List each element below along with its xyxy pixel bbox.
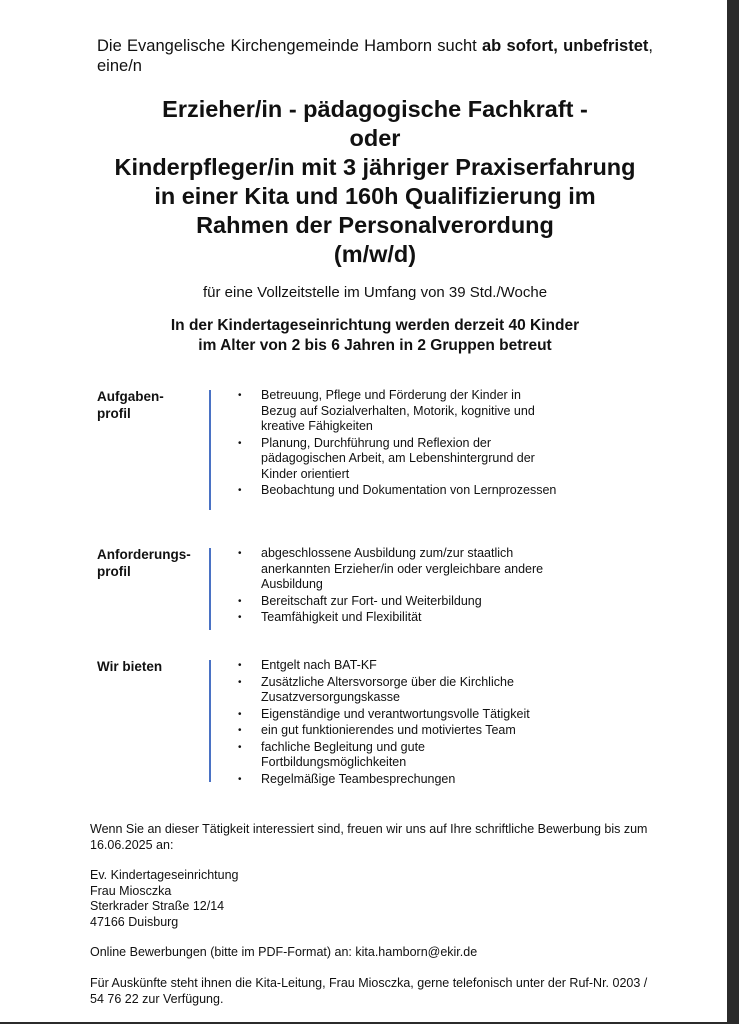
- section-label: Aufgaben- profil: [97, 389, 164, 421]
- bullet-icon: •: [238, 390, 242, 401]
- title-line: Rahmen der Personalverordung: [196, 212, 554, 238]
- list-item: • fachliche Begleitung und gute Fortbildungsmöglichkeiten: [238, 739, 426, 769]
- bullet-icon: •: [238, 676, 242, 688]
- title-line: Kinderpfleger/in mit 3 jähriger Praxiserfahrung: [114, 154, 636, 180]
- bullet-icon: •: [238, 773, 242, 785]
- title-line: (m/w/d): [333, 241, 417, 267]
- section-wir-bieten: [97, 658, 657, 788]
- application-note: Wenn Sie an dieser Tätigkeit interessiert sind, freuen wir uns auf Ihre schriftliche Bewerbung bis zum 16.06.2025 an:: [90, 822, 648, 852]
- info-line: im Alter von 2 bis 6 Jahren in 2 Gruppen betreut: [198, 337, 552, 354]
- list-item: • Teamfähigkeit und Flexibilität: [238, 610, 422, 624]
- section-aufgabenprofil: [97, 388, 657, 518]
- list-item: • abgeschlossene Ausbildung zum/zur staatlich anerkannten Erzieher/in oder vergleichbare andere Ausbildung: [238, 546, 544, 591]
- bullet-icon: •: [238, 548, 242, 559]
- online-application: Online Bewerbungen (bitte im PDF-Format) an: kita.hamborn@ekir.de: [90, 945, 478, 959]
- list-item: • Planung, Durchführung und Reflexion der pädagogischen Arbeit, am Lebenshintergrund der Kinder orientiert: [238, 435, 535, 481]
- facility-info: [80, 316, 670, 356]
- info-line: In der Kindertageseinrichtung werden derzeit 40 Kinder: [170, 317, 580, 334]
- bullet-icon: •: [238, 741, 242, 753]
- list-item: • Regelmäßige Teambesprechungen: [238, 771, 456, 786]
- title-line: in einer Kita und 160h Qualifizierung im: [154, 183, 596, 209]
- section-divider: [209, 548, 211, 630]
- bullet-icon: •: [238, 708, 242, 720]
- address-line: Frau Miosczka: [90, 883, 172, 898]
- bullet-icon: •: [238, 595, 242, 607]
- list-item: • Betreuung, Pflege und Förderung der Kinder in Bezug auf Sozialverhalten, Motorik, kognitive und kreative Fähigkeiten: [238, 388, 535, 433]
- address-line: Ev. Kindertageseinrichtung: [90, 868, 239, 882]
- bullet-icon: •: [238, 612, 242, 623]
- list-item: • Zusätzliche Altersvorsorge über die Kirchliche Zusatzversorgungskasse: [238, 674, 514, 704]
- address-line: Sterkrader Straße 12/14: [90, 899, 225, 913]
- title-line: Erzieher/in - pädagogische Fachkraft -: [162, 96, 588, 122]
- bullet-icon: •: [238, 725, 242, 736]
- bullet-icon: •: [238, 437, 242, 449]
- list-item: • Eigenständige und verantwortungsvolle Tätigkeit: [238, 706, 530, 721]
- postal-address: [90, 868, 650, 930]
- contact-note: Für Auskünfte steht ihnen die Kita-Leitung, Frau Miosczka, gerne telefonisch unter der Ruf-Nr. 0203 / 54 76 22 zur Verfügung.: [90, 976, 648, 1006]
- intro-emphasis: ab sofort, unbefristet: [482, 37, 649, 55]
- list-item: • ein gut funktionierendes und motiviertes Team: [238, 723, 516, 737]
- employment-scope: für eine Vollzeitstelle im Umfang von 39 Std./Woche: [202, 284, 548, 301]
- section-anforderungsprofil: [97, 546, 657, 636]
- list-item: • Bereitschaft zur Fort- und Weiterbildung: [238, 593, 482, 608]
- requirement-list: [238, 546, 558, 627]
- bullet-icon: •: [238, 485, 242, 496]
- section-label: Anforderungs- profil: [97, 547, 191, 579]
- section-divider: [209, 660, 211, 782]
- bullet-icon: •: [238, 660, 242, 671]
- intro-paragraph: [97, 36, 653, 76]
- intro-text: Die Evangelische Kirchengemeinde Hamborn sucht: [97, 37, 482, 55]
- list-item: • Entgelt nach BAT-KF: [238, 658, 377, 672]
- job-title: [80, 95, 670, 269]
- list-item: • Beobachtung und Dokumentation von Lernprozessen: [238, 483, 557, 497]
- benefit-list: [238, 658, 558, 788]
- address-line: 47166 Duisburg: [90, 914, 179, 929]
- intro-text-end: , eine/n: [97, 37, 653, 75]
- section-label: Wir bieten: [97, 659, 163, 674]
- title-line: oder: [349, 125, 401, 151]
- section-divider: [209, 390, 211, 510]
- task-list: [238, 388, 558, 500]
